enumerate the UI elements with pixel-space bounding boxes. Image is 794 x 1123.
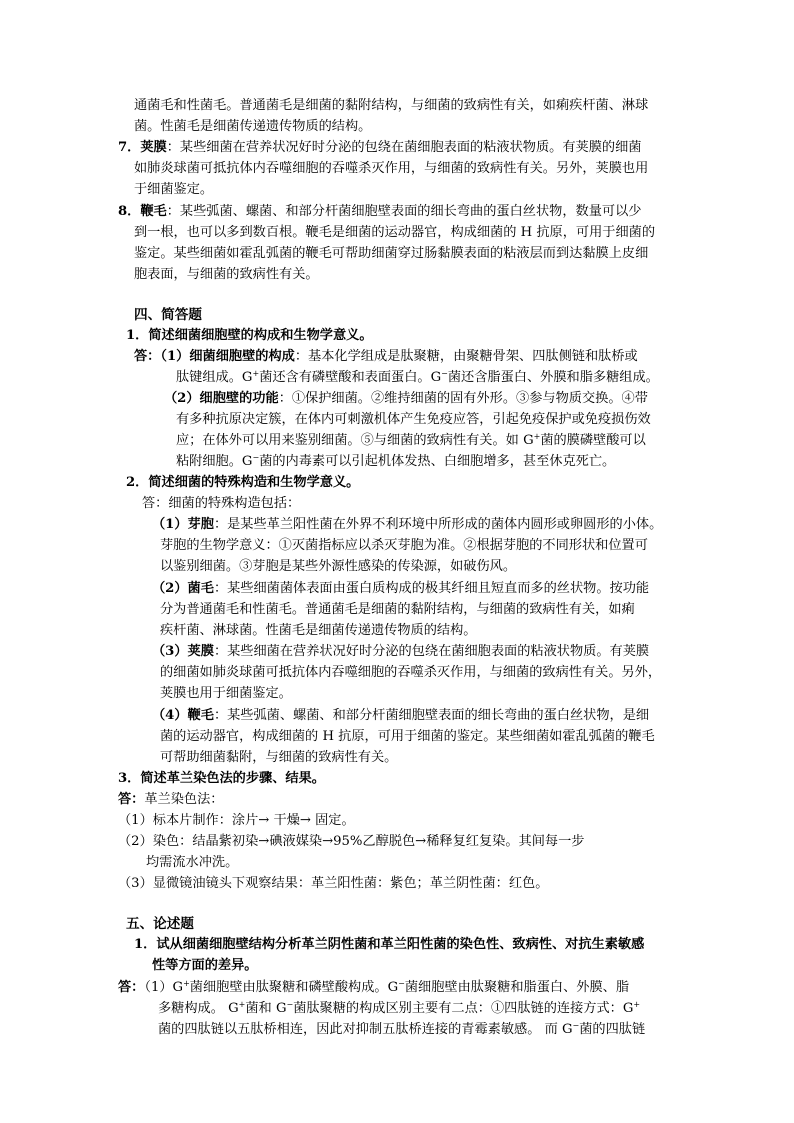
list-item-7 [118, 138, 642, 158]
section-heading: 四、简答题 [134, 307, 202, 323]
superscript: + [238, 1000, 246, 1009]
answer-line [176, 452, 615, 472]
point-label: （1）细菌细胞壁的构成 [160, 349, 295, 364]
question-title: 3．简述革兰染色法的步骤、结果。 [118, 771, 325, 786]
step-line: 均需流水冲洗。 [146, 855, 239, 870]
answer-line [152, 515, 662, 535]
paragraph-line: 如肺炎球菌可抵抗体内吞噬细胞的吞噬杀灭作用，与细菌的致病性有关。另外，荚膜也用 [134, 161, 649, 176]
superscript: + [533, 432, 541, 441]
text-segment: 肽键组成。G [176, 370, 253, 385]
answer-line: 疾杆菌、淋球菌。性菌毛是细菌传递遗传物质的结构。 [160, 623, 477, 638]
definition-text: ：某些弧菌、螺菌、和部分杆菌细胞壁表面的细长弯曲的蛋白丝状物，数量可以少 [166, 204, 642, 219]
answer-label: 答： [118, 792, 145, 807]
answer-line [152, 642, 649, 662]
superscript: − [572, 1021, 580, 1030]
superscript: + [183, 979, 190, 988]
answer-line: 的细菌如肺炎球菌可抵抗体内吞噬细胞的吞噬杀灭作用，与细菌的致病性有关。另外， [160, 665, 662, 680]
answer-line: 芽胞的生物学意义：①灭菌指标应以杀灭芽胞为准。②根据芽胞的不同形状和位置可 [160, 538, 648, 553]
text-segment: 应；在体外可以用来鉴别细菌。⑤与细菌的致病性有关。如 G [176, 433, 534, 448]
superscript: − [441, 369, 448, 378]
answer-line: 以鉴别细菌。③芽胞是某些外源性感染的传染源，如破伤风。 [160, 559, 517, 574]
answer-line [158, 999, 640, 1019]
text-segment: 菌的内毒素可以引起机体发热、白细胞增多，甚至休克死亡。 [259, 454, 616, 469]
answer-text: 革兰染色法： [144, 792, 224, 807]
paragraph-line: 于细菌鉴定。 [134, 182, 214, 197]
answer-line [164, 389, 648, 409]
answer-line [176, 368, 659, 388]
point-text: ：是某些革兰阳性菌在外界不利环境中所形成的菌体内圆形或卵圆形的小体。 [213, 517, 663, 532]
point-label: （2）菌毛 [152, 581, 214, 596]
superscript: − [252, 453, 260, 462]
point-label: （3）荚膜 [152, 644, 214, 659]
text-segment: 菌的四肽链 [579, 1022, 646, 1037]
superscript: − [398, 979, 405, 988]
text-segment: 菌细胞壁由肽聚糖和磷壁酸构成。G [189, 980, 399, 995]
answer-line [152, 579, 649, 599]
point-text: ：基本化学组成是肽聚糖，由聚糖骨架、四肽侧链和肽桥或 [294, 349, 638, 364]
question-title: 1．简述细菌细胞壁的构成和生物学意义。 [126, 328, 373, 343]
step-line: （1）标本片制作：涂片→ 干燥→ 固定。 [118, 813, 355, 828]
step-line: （2）染色：结晶紫初染→碘液媒染→95%乙醇脱色→稀释复红复染。其间每一步 [118, 834, 585, 849]
point-text: ：某些弧菌、螺菌、和部分杆菌细胞壁表面的细长弯曲的蛋白丝状物，是细 [213, 708, 650, 723]
superscript: + [252, 369, 260, 378]
paragraph-line: 到一根，也可以多到数百根。鞭毛是细菌的运动器官，构成细菌的 H 抗原，可用于细菌的 [134, 225, 656, 240]
text-segment: 菌和 G [245, 1001, 287, 1016]
item-number: 8． [118, 204, 141, 219]
item-number: 7． [118, 140, 141, 155]
answer-line: 答：细菌的特殊构造包括： [142, 496, 301, 511]
paragraph-line: 鉴定。某些细菌如霍乱弧菌的鞭毛可帮助细菌穿过肠黏膜表面的粘液层而到达黏膜上皮细 [134, 246, 649, 261]
paragraph-line: 菌。性菌毛是细菌传递遗传物质的结构。 [134, 119, 372, 134]
text-segment: 粘附细胞。G [176, 454, 253, 469]
text-segment: （1）G [144, 980, 184, 995]
question-title: 1．试从细菌细胞壁结构分析革兰阴性菌和革兰阳性菌的染色性、致病性、对抗生素敏感 [134, 937, 645, 952]
term-label: 荚膜 [140, 140, 167, 155]
text-segment: 菌细胞壁由肽聚糖和脂蛋白、外膜、脂 [404, 980, 630, 995]
point-text: ：某些细菌在营养状况好时分泌的包绕在菌细胞表面的粘液状物质。有荚膜 [213, 644, 650, 659]
answer-line: 菌的运动器官，构成细菌的 H 抗原，可用于细菌的鉴定。某些细菌如霍乱弧菌的鞭毛 [160, 729, 655, 744]
point-label: （1）芽胞 [152, 517, 214, 532]
answer-line: 有多种抗原决定簇，在体内可刺激机体产生免疫应答，引起免疫保护或免疫损伤效 [176, 412, 651, 427]
answer-label: 答： [118, 980, 145, 995]
answer-line: 分为普通菌毛和性菌毛。普通菌毛是细菌的黏附结构，与细菌的致病性有关，如痢 [160, 602, 635, 617]
answer-line [118, 790, 224, 810]
question-title: 性等方面的差异。 [152, 958, 258, 973]
superscript: − [286, 1000, 294, 1009]
answer-line [158, 1020, 645, 1040]
text-segment: 菌的膜磷壁酸可以 [540, 433, 646, 448]
question-title: 2．简述细菌的特殊构造和生物学意义。 [126, 475, 360, 490]
text-segment: 菌的四肽链以五肽桥相连，因此对抑制五肽桥连接的青霉素敏感。 而 G [158, 1022, 573, 1037]
answer-label: 答： [134, 349, 161, 364]
paragraph-line: 胞表面，与细菌的致病性有关。 [134, 267, 319, 282]
step-line: （3）显微镜油镜头下观察结果：革兰阳性菌：紫色；革兰阴性菌：红色。 [118, 876, 549, 891]
answer-line [134, 347, 638, 367]
text-segment: 多糖构成。 G [158, 1001, 239, 1016]
section-heading: 五、论述题 [126, 916, 194, 932]
answer-line: 荚膜也用于细菌鉴定。 [160, 686, 292, 701]
answer-line [152, 706, 649, 726]
text-segment: 菌还含有磷壁酸和表面蛋白。G [259, 370, 442, 385]
list-item-8 [118, 202, 642, 222]
point-label: （4）鞭毛 [152, 708, 214, 723]
term-label: 鞭毛 [140, 204, 167, 219]
point-text: ：某些细菌菌体表面由蛋白质构成的极其纤细且短直而多的丝状物。按功能 [213, 581, 650, 596]
definition-text: ：某些细菌在营养状况好时分泌的包绕在菌细胞表面的粘液状物质。有荚膜的细菌 [166, 140, 642, 155]
text-segment: 菌还含脂蛋白、外膜和脂多糖组成。 [447, 370, 659, 385]
answer-line [118, 978, 629, 998]
point-text: ：①保护细菌。②维持细菌的固有外形。③参与物质交换。④带 [278, 391, 648, 406]
answer-line [176, 431, 646, 451]
point-label: （2）细胞壁的功能 [164, 391, 279, 406]
superscript: + [633, 1000, 641, 1009]
paragraph-line: 通菌毛和性菌毛。普通菌毛是细菌的黏附结构，与细菌的致病性有关，如痢疾杆菌、淋球 [134, 98, 649, 113]
answer-line: 可帮助细菌黏附，与细菌的致病性有关。 [160, 750, 398, 765]
text-segment: 菌肽聚糖的构成区别主要有二点：①四肽链的连接方式：G [293, 1001, 634, 1016]
